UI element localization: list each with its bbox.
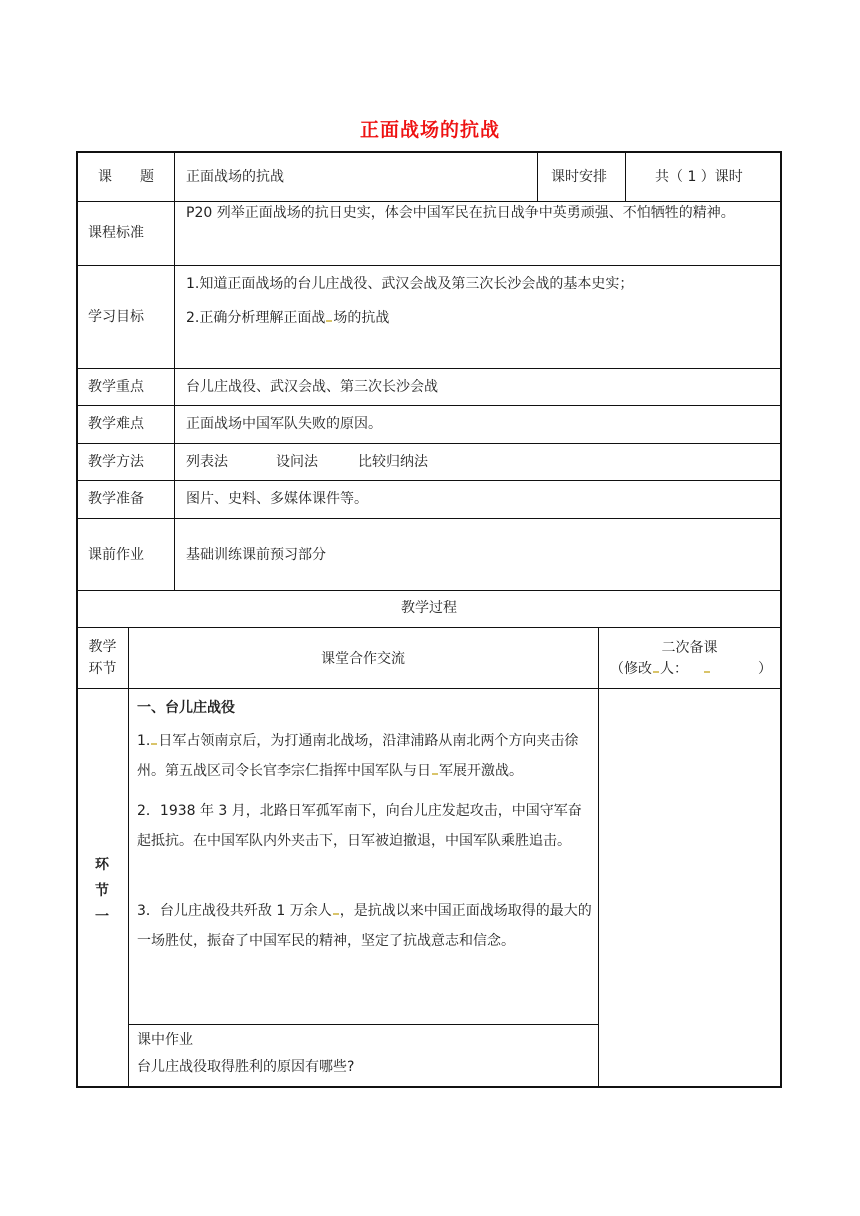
- row-divider: [77, 590, 781, 591]
- difficulty-value: 正面战场中国军队失败的原因。: [186, 416, 382, 432]
- revision-header-editor: [610, 660, 711, 678]
- prep-label: 教学准备: [88, 491, 144, 507]
- stage-char: 一: [95, 909, 109, 925]
- prep-value: 图片、史料、多媒体课件等。: [186, 491, 368, 507]
- paragraph-3: [137, 896, 592, 956]
- topic-label: 课 题: [98, 169, 154, 185]
- revision-column-divider: [598, 627, 599, 1087]
- focus-label: 教学重点: [88, 379, 144, 395]
- goals-label: 学习目标: [88, 309, 144, 325]
- revision-editor-text: 人：: [660, 661, 688, 677]
- method-label: 教学方法: [88, 454, 144, 470]
- schedule-value: 共（ 1 ）课时: [655, 169, 743, 185]
- paragraph-text: 日军占领南京后，为打通南北战场，沿津浦路从南北两个方向夹击徐州。第五战区司令长官李宗仁指挥中国军队与日: [137, 733, 579, 779]
- paragraph-text: 军展开激战。: [439, 763, 523, 779]
- method-item: 列表法: [186, 454, 228, 470]
- homework-label: 课前作业: [88, 547, 144, 563]
- paragraph-text: 3．台儿庄战役共歼敌 1 万余人: [137, 903, 332, 919]
- classwork-question: 台儿庄战役取得胜利的原因有哪些?: [137, 1059, 355, 1075]
- paragraph-1: [137, 726, 592, 786]
- schedule-column-divider: [537, 152, 538, 201]
- classwork-divider: [128, 1024, 598, 1025]
- revision-editor-text: （修改: [610, 661, 652, 677]
- stage-label-section-1: [92, 852, 112, 930]
- goal-item-2-text: 场的抗战: [333, 310, 390, 326]
- topic-value: 正面战场的抗战: [186, 169, 284, 185]
- stage-char: 节: [95, 883, 109, 899]
- stage-header-line: 环节: [88, 661, 117, 677]
- method-item: 设问法: [276, 454, 318, 470]
- correction-mark: [704, 671, 710, 673]
- row-divider: [77, 443, 781, 444]
- stage-column-divider: [128, 627, 129, 1087]
- document-title: 正面战场的抗战: [359, 119, 500, 141]
- section-heading: 一、台儿庄战役: [137, 700, 235, 716]
- goal-item-2: [186, 309, 389, 327]
- row-divider: [77, 627, 781, 628]
- label-column-divider: [174, 152, 175, 590]
- activity-header: 课堂合作交流: [321, 651, 405, 667]
- correction-mark: [432, 773, 438, 775]
- standard-label: 课程标准: [88, 225, 144, 241]
- paragraph-2: 2．1938 年 3 月，北路日军孤军南下，向台儿庄发起攻击，中国守军奋起抵抗。在中国军队内外夹击下，日军被迫撤退，中国军队乘胜追击。: [137, 803, 582, 849]
- row-divider: [77, 265, 781, 266]
- difficulty-label: 教学难点: [88, 416, 144, 432]
- stage-header-line: 教学: [88, 639, 117, 655]
- correction-mark: [326, 320, 332, 322]
- row-divider: [77, 368, 781, 369]
- revision-header-title: 二次备课: [661, 640, 718, 656]
- stage-header: [77, 638, 128, 678]
- row-divider: [77, 405, 781, 406]
- method-item: 比较归纳法: [358, 454, 428, 470]
- revision-header-close: ）: [758, 661, 772, 677]
- schedule-label: 课时安排: [551, 169, 607, 185]
- goal-item-1: 1.知道正面战场的台儿庄战役、武汉会战及第三次长沙会战的基本史实；: [186, 276, 634, 292]
- row-divider: [77, 518, 781, 519]
- standard-value: P20 列举正面战场的抗日史实，体会中国军民在抗日战争中英勇顽强、不怕牺牲的精神。: [186, 205, 735, 221]
- goal-item-2-text: 2.正确分析理解正面战: [186, 310, 326, 326]
- row-divider: [77, 201, 781, 202]
- row-divider: [77, 688, 781, 689]
- correction-mark: [151, 743, 157, 745]
- homework-value: 基础训练课前预习部分: [186, 547, 326, 563]
- row-divider: [77, 480, 781, 481]
- stage-char: 环: [95, 857, 109, 873]
- focus-value: 台儿庄战役、武汉会战、第三次长沙会战: [186, 379, 438, 395]
- correction-mark: [333, 913, 339, 915]
- classwork-label: 课中作业: [137, 1032, 193, 1048]
- paragraph-text: 1.: [137, 733, 151, 749]
- schedule-column-divider: [625, 152, 626, 201]
- correction-mark: [653, 671, 659, 673]
- process-heading: 教学过程: [401, 600, 457, 616]
- paragraph-text: ，是抗战以来中国正面战场取得的最大的一场胜仗，振奋了中国军民的精神，坚定了抗战意志和信念。: [137, 903, 592, 949]
